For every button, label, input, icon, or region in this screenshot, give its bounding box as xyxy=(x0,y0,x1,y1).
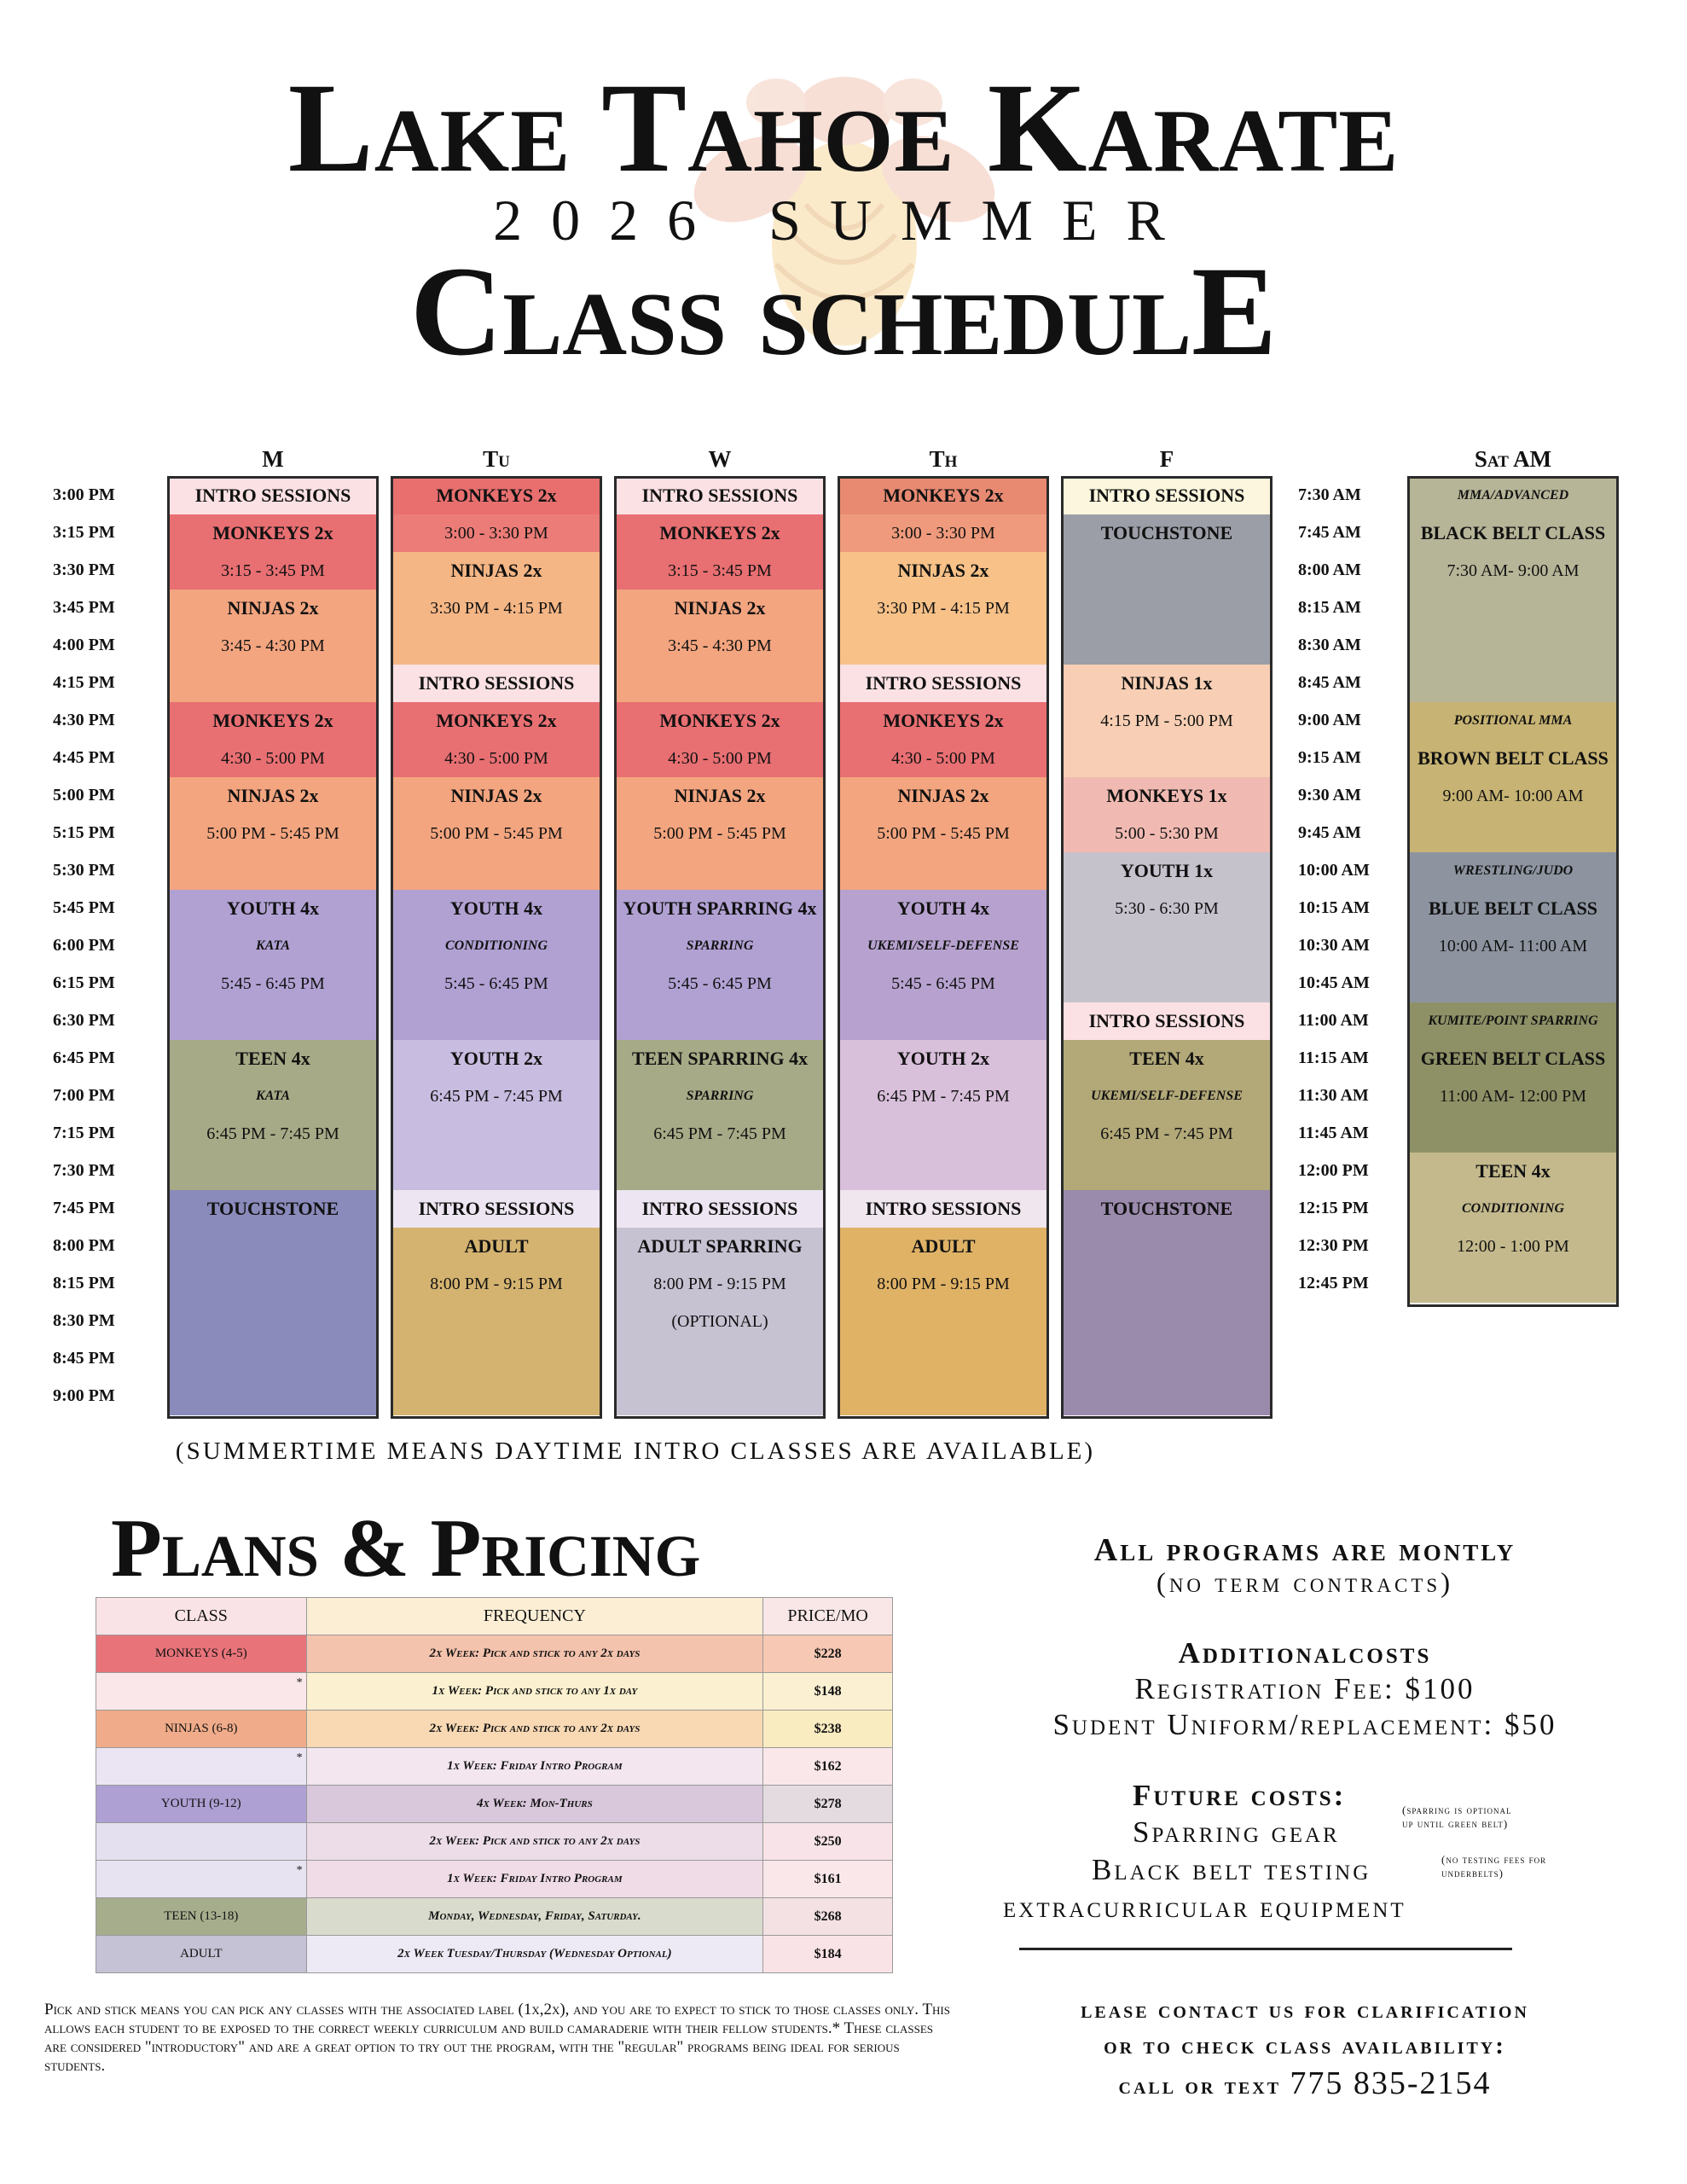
class-block-text: (OPTIONAL) xyxy=(671,1312,768,1331)
class-block-text: INTRO SESSIONS xyxy=(1088,1010,1245,1031)
class-block-text: INTRO SESSIONS xyxy=(865,1198,1022,1219)
class-block xyxy=(170,477,376,514)
divider xyxy=(1019,1948,1512,1950)
time-label: 8:30 AM xyxy=(1298,636,1361,654)
time-label: 8:00 PM xyxy=(53,1236,115,1255)
class-block-text: INTRO SESSIONS xyxy=(641,1198,798,1219)
price-cell: $278 xyxy=(763,1786,893,1823)
class-block xyxy=(617,477,823,514)
class-block xyxy=(1064,1190,1270,1415)
time-label: 6:00 PM xyxy=(53,936,115,955)
time-label: 3:00 PM xyxy=(53,485,115,504)
time-label: 7:30 PM xyxy=(53,1161,115,1180)
black-belt-testing-cost: Black belt testing xyxy=(1092,1853,1371,1886)
class-block-text: NINJAS 2x xyxy=(674,597,766,619)
class-block-text: MONKEYS 2x xyxy=(436,710,557,731)
pricing-title: Plans & Pricing xyxy=(111,1502,701,1594)
class-block-text: CONDITIONING xyxy=(1461,1201,1564,1216)
time-label: 9:15 AM xyxy=(1298,748,1361,767)
schedule-title: Class schedulE xyxy=(409,241,1278,382)
pricing-row xyxy=(96,1711,893,1748)
class-block-text: MMA/ADVANCED xyxy=(1457,488,1569,502)
class-block-text: UKEMI/SELF-DEFENSE xyxy=(867,938,1019,953)
class-block-text: 3:45 - 4:30 PM xyxy=(668,636,772,655)
contact-line3 xyxy=(930,2065,1680,2102)
class-block-text: MONKEYS 2x xyxy=(883,710,1004,731)
time-label: 8:30 PM xyxy=(53,1311,115,1330)
class-block-text: 5:00 PM - 5:45 PM xyxy=(877,824,1010,843)
class-block-text: POSITIONAL MMA xyxy=(1453,713,1573,728)
class-block xyxy=(840,665,1046,702)
time-label: 5:45 PM xyxy=(53,898,115,917)
frequency-cell: Monday, Wednesday, Friday, Saturday. xyxy=(306,1898,763,1936)
class-block xyxy=(393,1228,600,1415)
class-block xyxy=(617,514,823,590)
frequency-cell: 1x Week: Friday Intro Program xyxy=(306,1748,763,1786)
time-label: 7:45 AM xyxy=(1298,523,1361,542)
monday-column xyxy=(167,476,379,1419)
class-cell xyxy=(96,1823,307,1861)
class-block-text: 3:00 - 3:30 PM xyxy=(444,524,548,543)
class-block-text: CONDITIONING xyxy=(444,938,548,953)
class-block-text: MONKEYS 2x xyxy=(436,485,557,506)
class-block xyxy=(840,477,1046,514)
class-block-text: ADULT xyxy=(911,1235,976,1257)
uniform-fee: Sudent Uniform/replacement: $50 xyxy=(1052,1708,1557,1741)
pricing-row xyxy=(96,1748,893,1786)
time-label: 7:45 PM xyxy=(53,1199,115,1217)
time-label: 8:00 AM xyxy=(1298,561,1361,579)
class-block-text: INTRO SESSIONS xyxy=(418,672,575,694)
contact-line1: lease contact us for clarification xyxy=(1081,1996,1529,2024)
frequency-cell: 2x Week Tuesday/Thursday (Wednesday Optional) xyxy=(306,1936,763,1973)
class-block-text: 4:30 - 5:00 PM xyxy=(221,749,325,768)
frequency-cell: 2x Week: Pick and stick to any 2x days xyxy=(306,1711,763,1748)
class-block xyxy=(393,1190,600,1228)
class-block xyxy=(170,514,376,590)
class-block xyxy=(393,665,600,702)
class-cell: ADULT xyxy=(96,1936,307,1973)
price-cell: $161 xyxy=(763,1861,893,1898)
class-cell: YOUTH (9-12) xyxy=(96,1786,307,1823)
class-block-text: ADULT SPARRING xyxy=(637,1235,803,1257)
class-block xyxy=(840,1228,1046,1415)
class-block-text: TEEN 4x xyxy=(235,1048,310,1069)
class-block-text: NINJAS 2x xyxy=(227,785,319,806)
time-label: 6:30 PM xyxy=(53,1011,115,1030)
sparring-note-line2: up until green belt) xyxy=(1402,1817,1509,1830)
class-block xyxy=(170,777,376,890)
time-label: 4:15 PM xyxy=(53,673,115,692)
class-block xyxy=(1064,1002,1270,1040)
class-block-text: 5:30 - 6:30 PM xyxy=(1115,899,1219,918)
asterisk-marker: * xyxy=(296,1676,303,1689)
class-block-text: 4:30 - 5:00 PM xyxy=(444,749,548,768)
class-block-text: INTRO SESSIONS xyxy=(418,1198,575,1219)
frequency-cell: 2x Week: Pick and stick to any 2x days xyxy=(306,1635,763,1673)
class-block-text: NINJAS 2x xyxy=(450,560,542,581)
pricing-footnote: Pick and stick means you can pick any classes with the associated label (1x,2x), and you are to expect to stick to those classes only. This allows each student to be exposed to the correct weekly curriculum and build camaraderie with their fellow students.* These classes are considered "introductory" and are a great option to try out the program, with the "regular" programs being ideal for serious students. xyxy=(44,2001,950,2075)
class-block xyxy=(617,590,823,702)
price-cell: $228 xyxy=(763,1635,893,1673)
class-block-text: 9:00 AM- 10:00 AM xyxy=(1442,787,1584,805)
class-block-text: 3:00 - 3:30 PM xyxy=(891,524,995,543)
time-label: 8:45 PM xyxy=(53,1349,115,1368)
class-block-text: 5:00 - 5:30 PM xyxy=(1115,824,1219,843)
class-block xyxy=(617,777,823,890)
time-label: 11:00 AM xyxy=(1298,1011,1369,1030)
time-label: 5:00 PM xyxy=(53,786,115,804)
time-label: 6:45 PM xyxy=(53,1048,115,1067)
testing-note-line2: underbelts) xyxy=(1441,1867,1504,1879)
class-block xyxy=(170,890,376,1040)
class-block-text: 3:30 PM - 4:15 PM xyxy=(877,599,1010,618)
extracurricular-cost: extracurricular equipment xyxy=(1003,1891,1406,1924)
class-block xyxy=(840,890,1046,1040)
class-block-text: BLACK BELT CLASS xyxy=(1420,522,1606,543)
day-header-thursday: Th xyxy=(929,446,958,472)
tuesday-column xyxy=(391,476,602,1419)
class-block-text: 5:45 - 6:45 PM xyxy=(444,974,548,993)
pricing-row xyxy=(96,1635,893,1673)
class-block xyxy=(617,702,823,777)
class-block-text: SPARRING xyxy=(686,1089,754,1103)
day-header-saturday: Sat AM xyxy=(1474,446,1552,472)
pricing-row xyxy=(96,1936,893,1973)
class-block-text: TOUCHSTONE xyxy=(1100,1198,1233,1219)
additional-costs-heading: Additionalcosts xyxy=(1178,1636,1432,1670)
class-block xyxy=(393,777,600,890)
wednesday-column xyxy=(614,476,826,1419)
class-block xyxy=(1064,777,1270,852)
time-label: 7:15 PM xyxy=(53,1124,115,1142)
time-label: 4:45 PM xyxy=(53,748,115,767)
class-block xyxy=(393,890,600,1040)
class-block-text: 6:45 PM - 7:45 PM xyxy=(430,1087,563,1106)
class-block-text: NINJAS 2x xyxy=(450,785,542,806)
thursday-column xyxy=(838,476,1049,1419)
price-cell: $238 xyxy=(763,1711,893,1748)
time-label: 11:30 AM xyxy=(1298,1086,1369,1105)
class-cell xyxy=(96,1673,307,1711)
class-block-text: MONKEYS 2x xyxy=(659,522,780,543)
class-block-text: MONKEYS 2x xyxy=(883,485,1004,506)
time-label: 11:45 AM xyxy=(1298,1124,1369,1142)
class-block-text: TEEN SPARRING 4x xyxy=(631,1048,809,1069)
class-cell: MONKEYS (4-5) xyxy=(96,1635,307,1673)
class-block-text: 6:45 PM - 7:45 PM xyxy=(877,1087,1010,1106)
class-block-text: 3:45 - 4:30 PM xyxy=(221,636,325,655)
time-label: 7:00 PM xyxy=(53,1086,115,1105)
class-block-text: 4:30 - 5:00 PM xyxy=(891,749,995,768)
time-label: 10:15 AM xyxy=(1298,898,1370,917)
class-block-text: 3:15 - 3:45 PM xyxy=(668,561,772,580)
price-column-header: PRICE/MO xyxy=(763,1598,893,1635)
class-block-text: 12:00 - 1:00 PM xyxy=(1457,1237,1569,1256)
page-title: Lake Tahoe Karate xyxy=(287,57,1400,199)
class-block xyxy=(1410,477,1616,702)
class-block-text: BLUE BELT CLASS xyxy=(1428,897,1598,919)
class-block xyxy=(393,514,600,552)
class-block-text: INTRO SESSIONS xyxy=(1088,485,1245,506)
pricing-row xyxy=(96,1898,893,1936)
class-cell: NINJAS (6-8) xyxy=(96,1711,307,1748)
pricing-row xyxy=(96,1823,893,1861)
class-block xyxy=(617,1040,823,1190)
time-label: 12:45 PM xyxy=(1298,1274,1369,1292)
class-block-text: TOUCHSTONE xyxy=(1100,522,1233,543)
class-block-text: NINJAS 2x xyxy=(897,785,989,806)
time-label: 4:00 PM xyxy=(53,636,115,654)
class-block-text: YOUTH 2x xyxy=(449,1048,543,1069)
day-header-friday: F xyxy=(1159,446,1174,472)
class-block-text: YOUTH 2x xyxy=(896,1048,990,1069)
time-label: 7:30 AM xyxy=(1298,485,1361,504)
sparring-gear-cost: Sparring gear xyxy=(1133,1815,1340,1849)
class-block-text: 4:30 - 5:00 PM xyxy=(668,749,772,768)
class-block-text: 6:45 PM - 7:45 PM xyxy=(653,1124,786,1143)
sparring-note-line1: (sparring is optional xyxy=(1402,1804,1512,1816)
time-label: 3:30 PM xyxy=(53,561,115,579)
price-cell: $162 xyxy=(763,1748,893,1786)
time-label: 8:15 PM xyxy=(53,1274,115,1292)
class-block-text: 5:00 PM - 5:45 PM xyxy=(206,824,339,843)
class-block-text: KATA xyxy=(255,1089,291,1103)
frequency-cell: 1x Week: Pick and stick to any 1x day xyxy=(306,1673,763,1711)
frequency-cell: 2x Week: Pick and stick to any 2x days xyxy=(306,1823,763,1861)
class-block-text: WRESTLING/JUDO xyxy=(1452,863,1574,878)
class-block xyxy=(840,552,1046,665)
class-block-text: YOUTH 4x xyxy=(226,897,320,919)
monthly-programs-heading: All programs are montly xyxy=(1093,1532,1516,1568)
class-block-text: 3:15 - 3:45 PM xyxy=(221,561,325,580)
call-or-text-label: call or text xyxy=(1118,2072,1282,2100)
class-block-text: YOUTH SPARRING 4x xyxy=(623,897,817,919)
class-block xyxy=(1064,1040,1270,1190)
class-block-text: BROWN BELT CLASS xyxy=(1417,747,1609,769)
class-block xyxy=(617,1228,823,1415)
class-block xyxy=(1064,665,1270,777)
time-label: 10:00 AM xyxy=(1298,861,1370,880)
class-block-text: 5:00 PM - 5:45 PM xyxy=(653,824,786,843)
class-block-text: NINJAS 2x xyxy=(674,785,766,806)
testing-note-line1: (no testing fees for xyxy=(1441,1853,1547,1866)
time-label: 8:15 AM xyxy=(1298,598,1361,617)
class-block-text: 8:00 PM - 9:15 PM xyxy=(653,1275,786,1293)
class-block-text: MONKEYS 2x xyxy=(212,710,333,731)
class-block xyxy=(393,477,600,514)
class-block-text: 10:00 AM- 11:00 AM xyxy=(1438,937,1588,956)
asterisk-marker: * xyxy=(296,1864,303,1877)
class-block-text: KUMITE/POINT SPARRING xyxy=(1428,1014,1598,1028)
time-label: 8:45 AM xyxy=(1298,673,1361,692)
class-block-text: MONKEYS 2x xyxy=(212,522,333,543)
class-block-text: UKEMI/SELF-DEFENSE xyxy=(1091,1089,1243,1103)
class-block-text: 11:00 AM- 12:00 PM xyxy=(1439,1087,1587,1106)
class-block-text: TOUCHSTONE xyxy=(206,1198,339,1219)
season-subtitle: 2026 SUMMER xyxy=(493,188,1194,253)
class-block-text: 7:30 AM- 9:00 AM xyxy=(1446,561,1580,580)
class-block-text: 4:15 PM - 5:00 PM xyxy=(1100,712,1233,730)
class-block xyxy=(840,702,1046,777)
class-block xyxy=(393,702,600,777)
class-cell xyxy=(96,1861,307,1898)
class-block xyxy=(393,552,600,665)
time-label: 9:00 PM xyxy=(53,1386,115,1405)
friday-column xyxy=(1061,476,1272,1419)
class-block-text: MONKEYS 1x xyxy=(1106,785,1227,806)
time-label: 3:15 PM xyxy=(53,523,115,542)
frequency-column-header: FREQUENCY xyxy=(306,1598,763,1635)
time-label: 10:30 AM xyxy=(1298,936,1370,955)
registration-fee: Registration Fee: $100 xyxy=(1134,1672,1475,1705)
class-block-text: 8:00 PM - 9:15 PM xyxy=(877,1275,1010,1293)
class-block xyxy=(1410,702,1616,852)
class-block xyxy=(1410,1153,1616,1303)
time-label: 10:45 AM xyxy=(1298,973,1370,992)
class-block-text: TEEN 4x xyxy=(1475,1160,1551,1182)
pricing-header-row xyxy=(96,1598,893,1635)
class-block-text: INTRO SESSIONS xyxy=(194,485,351,506)
summer-note: (SUMMERTIME MEANS DAYTIME INTRO CLASSES ARE AVAILABLE) xyxy=(175,1438,1096,1465)
class-block xyxy=(840,514,1046,552)
class-block-text: SPARRING xyxy=(686,938,754,953)
class-block xyxy=(1410,852,1616,1002)
class-block-text: 5:45 - 6:45 PM xyxy=(891,974,995,993)
class-column-header: CLASS xyxy=(96,1598,307,1635)
price-cell: $148 xyxy=(763,1673,893,1711)
day-header-monday: M xyxy=(262,446,284,472)
class-block xyxy=(1410,1002,1616,1153)
price-cell: $268 xyxy=(763,1898,893,1936)
saturday-column xyxy=(1407,476,1619,1307)
class-cell: TEEN (13-18) xyxy=(96,1898,307,1936)
class-block-text: NINJAS 2x xyxy=(897,560,989,581)
class-block-text: 5:00 PM - 5:45 PM xyxy=(430,824,563,843)
class-block-text: 5:45 - 6:45 PM xyxy=(221,974,325,993)
time-label: 5:15 PM xyxy=(53,823,115,842)
class-block xyxy=(617,890,823,1040)
class-block xyxy=(617,1190,823,1228)
class-block xyxy=(1064,477,1270,514)
frequency-cell: 4x Week: Mon-Thurs xyxy=(306,1786,763,1823)
pricing-row xyxy=(96,1861,893,1898)
pricing-table xyxy=(96,1597,893,1973)
time-label: 6:15 PM xyxy=(53,973,115,992)
class-block xyxy=(840,777,1046,890)
class-block-text: TEEN 4x xyxy=(1129,1048,1204,1069)
time-label: 4:30 PM xyxy=(53,711,115,729)
class-block-text: NINJAS 2x xyxy=(227,597,319,619)
time-label: 12:30 PM xyxy=(1298,1236,1369,1255)
day-header-wednesday: W xyxy=(708,446,732,472)
frequency-cell: 1x Week: Friday Intro Program xyxy=(306,1861,763,1898)
class-block-text: INTRO SESSIONS xyxy=(865,672,1022,694)
class-block-text: ADULT xyxy=(464,1235,529,1257)
class-block xyxy=(170,590,376,702)
phone-number: 775 835-2154 xyxy=(1290,2065,1492,2101)
class-block-text: 8:00 PM - 9:15 PM xyxy=(430,1275,563,1293)
price-cell: $250 xyxy=(763,1823,893,1861)
time-label: 9:30 AM xyxy=(1298,786,1361,804)
time-label: 11:15 AM xyxy=(1298,1048,1369,1067)
class-block xyxy=(840,1040,1046,1190)
contact-line2: or to check class availability: xyxy=(1104,2032,1506,2059)
time-label: 12:15 PM xyxy=(1298,1199,1369,1217)
class-block-text: 3:30 PM - 4:15 PM xyxy=(430,599,563,618)
class-block-text: 5:45 - 6:45 PM xyxy=(668,974,772,993)
class-block xyxy=(1064,852,1270,1002)
class-block-text: INTRO SESSIONS xyxy=(641,485,798,506)
class-block-text: KATA xyxy=(255,938,291,953)
class-block-text: YOUTH 1x xyxy=(1120,860,1214,881)
time-label: 12:00 PM xyxy=(1298,1161,1369,1180)
class-block xyxy=(170,702,376,777)
class-block-text: 6:45 PM - 7:45 PM xyxy=(1100,1124,1233,1143)
time-label: 9:45 AM xyxy=(1298,823,1361,842)
class-block xyxy=(393,1040,600,1190)
class-cell xyxy=(96,1748,307,1786)
class-block-text: GREEN BELT CLASS xyxy=(1420,1048,1606,1069)
time-label: 9:00 AM xyxy=(1298,711,1361,729)
class-block-text: YOUTH 4x xyxy=(449,897,543,919)
class-block xyxy=(170,1040,376,1190)
asterisk-marker: * xyxy=(296,1751,303,1764)
day-header-tuesday: Tu xyxy=(483,446,510,472)
class-block-text: 6:45 PM - 7:45 PM xyxy=(206,1124,339,1143)
class-block xyxy=(840,1190,1046,1228)
future-costs-heading: Future costs: xyxy=(1133,1779,1347,1812)
class-block xyxy=(170,1190,376,1415)
pricing-row xyxy=(96,1786,893,1823)
pricing-row xyxy=(96,1673,893,1711)
class-block-text: MONKEYS 2x xyxy=(659,710,780,731)
class-block xyxy=(1064,514,1270,665)
price-cell: $184 xyxy=(763,1936,893,1973)
time-label: 5:30 PM xyxy=(53,861,115,880)
no-contracts-text: (no term contracts) xyxy=(1156,1568,1454,1599)
class-block-text: YOUTH 4x xyxy=(896,897,990,919)
time-label: 3:45 PM xyxy=(53,598,115,617)
class-block-text: NINJAS 1x xyxy=(1121,672,1213,694)
